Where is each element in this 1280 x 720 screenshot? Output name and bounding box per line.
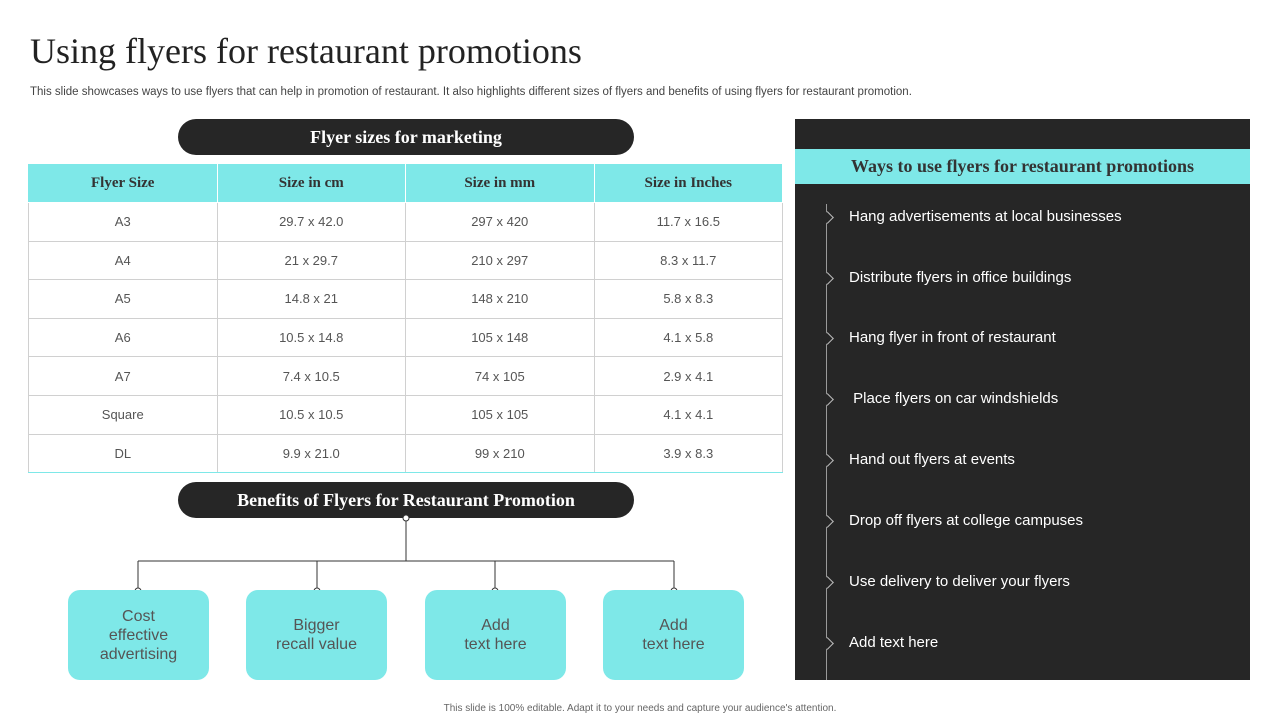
chevron-right-icon xyxy=(821,272,834,285)
list-item xyxy=(795,327,1250,357)
table-cell: 2.9 x 4.1 xyxy=(594,357,783,396)
table-cell: 10.5 x 10.5 xyxy=(217,395,406,434)
table-cell: A3 xyxy=(29,203,218,242)
chevron-right-icon xyxy=(821,576,834,589)
table-cell: 4.1 x 4.1 xyxy=(594,395,783,434)
list-item xyxy=(795,388,1250,418)
table-cell: 105 x 148 xyxy=(406,318,595,357)
chevron-right-icon xyxy=(821,211,834,224)
table-cell: 5.8 x 8.3 xyxy=(594,280,783,319)
way-text: Use delivery to deliver your flyers xyxy=(849,573,1070,590)
list-item xyxy=(795,571,1250,601)
column-header-size-mm: Size in mm xyxy=(406,164,595,203)
list-item xyxy=(795,267,1250,297)
ways-panel xyxy=(795,119,1250,680)
table-cell: 10.5 x 14.8 xyxy=(217,318,406,357)
table-row xyxy=(29,357,783,396)
table-cell: Square xyxy=(29,395,218,434)
flyer-sizes-heading: Flyer sizes for marketing xyxy=(178,119,634,155)
table-cell: 99 x 210 xyxy=(406,434,595,473)
page-title: Using flyers for restaurant promotions xyxy=(30,31,582,71)
list-item xyxy=(795,206,1250,236)
table-cell: 3.9 x 8.3 xyxy=(594,434,783,473)
table-cell: 297 x 420 xyxy=(406,203,595,242)
column-header-flyer-size: Flyer Size xyxy=(29,164,218,203)
ways-heading: Ways to use flyers for restaurant promotions xyxy=(795,149,1250,184)
table-cell: 148 x 210 xyxy=(406,280,595,319)
table-header-row xyxy=(29,164,783,203)
table-cell: 21 x 29.7 xyxy=(217,241,406,280)
table-cell: 11.7 x 16.5 xyxy=(594,203,783,242)
footer-note: This slide is 100% editable. Adapt it to your needs and capture your audience's attention. xyxy=(443,703,837,714)
table-cell: A4 xyxy=(29,241,218,280)
table-cell: A6 xyxy=(29,318,218,357)
way-text: Place flyers on car windshields xyxy=(849,390,1059,407)
chevron-right-icon xyxy=(821,332,834,345)
column-header-size-cm: Size in cm xyxy=(217,164,406,203)
benefit-card-placeholder-2: Add text here xyxy=(603,590,744,680)
benefit-card-placeholder-1: Add text here xyxy=(425,590,566,680)
chevron-right-icon xyxy=(821,454,834,467)
table-cell: 105 x 105 xyxy=(406,395,595,434)
page-subtitle: This slide showcases ways to use flyers that can help in promotion of restaurant. It also highlights different sizes of flyers and benefits of using flyers for restaurant promotion. xyxy=(30,86,912,98)
table-row xyxy=(29,318,783,357)
list-item xyxy=(795,449,1250,479)
table-cell: 74 x 105 xyxy=(406,357,595,396)
table-cell: 210 x 297 xyxy=(406,241,595,280)
way-text: Hang advertisements at local businesses xyxy=(849,208,1122,225)
list-item xyxy=(795,632,1250,662)
table-row xyxy=(29,434,783,473)
chevron-right-icon xyxy=(821,515,834,528)
table-cell: A7 xyxy=(29,357,218,396)
chevron-right-icon xyxy=(821,637,834,650)
table-row xyxy=(29,203,783,242)
column-header-size-inches: Size in Inches xyxy=(594,164,783,203)
table-row xyxy=(29,280,783,319)
table-cell: 4.1 x 5.8 xyxy=(594,318,783,357)
way-text: Add text here xyxy=(849,634,939,651)
way-text: Distribute flyers in office buildings xyxy=(849,269,1072,286)
table-cell: 7.4 x 10.5 xyxy=(217,357,406,396)
table-cell: 9.9 x 21.0 xyxy=(217,434,406,473)
benefits-heading: Benefits of Flyers for Restaurant Promotion xyxy=(178,482,634,518)
benefit-card-cost-effective: Cost effective advertising xyxy=(68,590,209,680)
chevron-right-icon xyxy=(821,393,834,406)
list-item xyxy=(795,510,1250,540)
table-cell: 14.8 x 21 xyxy=(217,280,406,319)
table-row xyxy=(29,395,783,434)
flyer-sizes-table xyxy=(28,163,783,473)
way-text: Drop off flyers at college campuses xyxy=(849,512,1084,529)
way-text: Hang flyer in front of restaurant xyxy=(849,329,1056,346)
benefit-card-recall-value: Bigger recall value xyxy=(246,590,387,680)
table-cell: 8.3 x 11.7 xyxy=(594,241,783,280)
table-row xyxy=(29,241,783,280)
way-text: Hand out flyers at events xyxy=(849,451,1015,468)
table-cell: 29.7 x 42.0 xyxy=(217,203,406,242)
table-cell: DL xyxy=(29,434,218,473)
table-cell: A5 xyxy=(29,280,218,319)
